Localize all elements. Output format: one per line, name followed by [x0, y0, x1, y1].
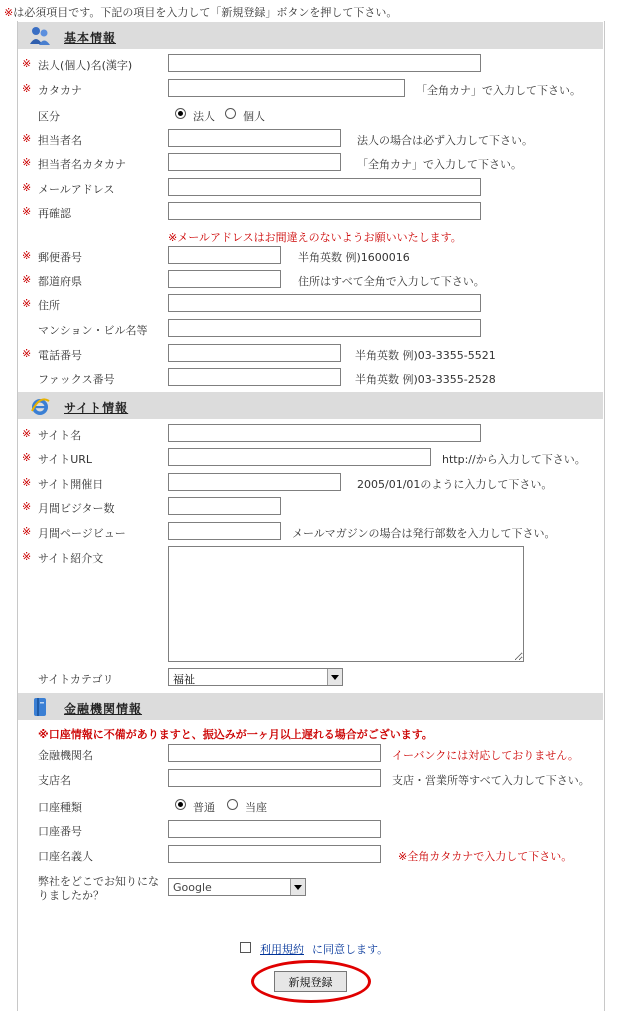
- row-category: [18, 667, 603, 689]
- branch-hint: 支店・営業所等すべて入力して下さい。: [392, 774, 590, 787]
- row-bank-name: [18, 743, 603, 765]
- row-contact-kana: [18, 152, 603, 174]
- ie-globe-icon: [29, 395, 51, 417]
- referral-select[interactable]: [168, 878, 306, 896]
- required-mark: ※: [22, 550, 32, 563]
- required-mark: ※: [22, 347, 32, 360]
- row-contact: [18, 128, 603, 150]
- category-select[interactable]: [168, 668, 343, 686]
- postal-label: 郵便番号: [38, 251, 82, 264]
- agreement-checkbox[interactable]: [240, 942, 251, 953]
- instruction-note: [4, 4, 397, 20]
- corp-name-label: 法人(個人)名(漢字): [38, 59, 133, 72]
- required-mark: ※: [22, 82, 32, 95]
- prefecture-hint: 住所はすべて全角で入力して下さい。: [298, 275, 485, 288]
- category-label: サイトカテゴリ: [38, 673, 114, 686]
- required-mark: ※: [22, 156, 32, 169]
- address-input[interactable]: [168, 294, 481, 312]
- account-holder-input[interactable]: [168, 845, 381, 863]
- postal-input[interactable]: [168, 246, 281, 264]
- account-number-input[interactable]: [168, 820, 381, 838]
- required-mark: ※: [22, 273, 32, 286]
- phone-input[interactable]: [168, 344, 341, 362]
- chevron-down-icon: [327, 669, 342, 685]
- bank-name-hint: イーバンクには対応しておりません。: [392, 749, 579, 762]
- site-start-input[interactable]: [168, 473, 341, 491]
- section-bank-header: [18, 693, 603, 720]
- pageviews-input[interactable]: [168, 522, 281, 540]
- division-radio-individual[interactable]: [225, 108, 236, 119]
- site-name-input[interactable]: [168, 424, 481, 442]
- division-option-corp: 法人: [193, 110, 215, 123]
- row-prefecture: [18, 269, 603, 291]
- account-type-option-current: 当座: [245, 801, 267, 814]
- contact-input[interactable]: [168, 129, 341, 147]
- fax-input[interactable]: [168, 368, 341, 386]
- division-option-individual: 個人: [243, 110, 265, 123]
- account-type-radio-current[interactable]: [227, 799, 238, 810]
- row-postal: [18, 245, 603, 267]
- row-site-start: [18, 472, 603, 494]
- section-site-title: サイト情報: [64, 401, 129, 415]
- required-mark: ※: [22, 427, 32, 440]
- required-mark: ※: [22, 451, 32, 464]
- email-warning: ※メールアドレスはお間違えのないようお願いいたします。: [168, 231, 462, 244]
- phone-hint: 半角英数 例)03-3355-5521: [355, 349, 496, 362]
- site-name-label: サイト名: [38, 429, 82, 442]
- building-input[interactable]: [168, 319, 481, 337]
- contact-label: 担当者名: [38, 134, 82, 147]
- division-label: 区分: [38, 110, 60, 123]
- contact-kana-label: 担当者名カタカナ: [38, 158, 126, 171]
- section-bank-title: 金融機関情報: [64, 702, 143, 716]
- account-holder-label: 口座名義人: [38, 850, 93, 863]
- pageviews-label: 月間ページビュー: [38, 527, 126, 540]
- required-mark: ※: [22, 205, 32, 218]
- instruction-text: は必須項目です。下記の項目を入力して「新規登録」ボタンを押して下さい。: [13, 6, 398, 19]
- row-visitors: [18, 496, 603, 518]
- row-referral: [18, 871, 603, 903]
- row-site-name: [18, 423, 603, 445]
- katakana-label: カタカナ: [38, 84, 82, 97]
- account-type-option-ordinary: 普通: [193, 801, 215, 814]
- account-type-radio-ordinary[interactable]: [175, 799, 186, 810]
- section-basic-title: 基本情報: [64, 31, 117, 45]
- row-account-number: [18, 819, 603, 841]
- row-pageviews: [18, 521, 603, 543]
- email-input[interactable]: [168, 178, 481, 196]
- fax-label: ファックス番号: [38, 373, 115, 386]
- site-url-hint: http://から入力して下さい。: [442, 453, 586, 466]
- row-katakana: [18, 78, 603, 100]
- account-holder-hint: ※全角カタカナで入力して下さい。: [398, 850, 573, 863]
- required-mark: ※: [22, 297, 32, 310]
- chevron-down-icon: [290, 879, 305, 895]
- required-mark: ※: [22, 249, 32, 262]
- site-url-label: サイトURL: [38, 453, 93, 466]
- email-confirm-input[interactable]: [168, 202, 481, 220]
- visitors-label: 月間ビジター数: [38, 502, 115, 515]
- category-selected-value: 福祉: [173, 673, 195, 686]
- terms-link[interactable]: 利用規約: [260, 943, 304, 956]
- building-label: マンション・ビル名等: [38, 324, 148, 337]
- pageviews-hint: メールマガジンの場合は発行部数を入力して下さい。: [292, 527, 556, 540]
- description-label: サイト紹介文: [38, 552, 104, 565]
- bank-name-input[interactable]: [168, 744, 381, 762]
- row-branch: [18, 768, 603, 790]
- referral-label-line2: りましたか？: [38, 889, 104, 902]
- required-mark: ※: [22, 57, 32, 70]
- required-mark: ※: [22, 181, 32, 194]
- users-icon: [29, 25, 51, 47]
- branch-label: 支店名: [38, 774, 71, 787]
- section-site-header: [18, 392, 603, 419]
- required-mark: ※: [22, 132, 32, 145]
- agreement-text: に同意します。: [312, 943, 389, 956]
- prefecture-label: 都道府県: [38, 275, 82, 288]
- book-icon: [29, 696, 51, 718]
- prefecture-input[interactable]: [168, 270, 281, 288]
- referral-selected-value: Google: [173, 881, 212, 894]
- contact-kana-input[interactable]: [168, 153, 341, 171]
- site-start-label: サイト開催日: [38, 478, 104, 491]
- account-number-label: 口座番号: [38, 825, 82, 838]
- visitors-input[interactable]: [168, 497, 281, 515]
- corp-name-input[interactable]: [168, 54, 481, 72]
- required-mark: ※: [4, 6, 14, 19]
- required-mark: ※: [22, 500, 32, 513]
- row-description: [18, 546, 603, 664]
- register-button[interactable]: 新規登録: [274, 971, 347, 992]
- row-building: [18, 318, 603, 340]
- address-label: 住所: [38, 299, 60, 312]
- row-account-holder: [18, 844, 603, 866]
- katakana-hint: 「全角カナ」で入力して下さい。: [416, 84, 581, 97]
- branch-input[interactable]: [168, 769, 381, 787]
- postal-hint: 半角英数 例)1600016: [298, 251, 410, 264]
- account-type-label: 口座種類: [38, 801, 82, 814]
- bank-warning: ※口座情報に不備がありますと、振込みが一ヶ月以上遅れる場合がございます。: [38, 728, 433, 741]
- site-start-hint: 2005/01/01のように入力して下さい。: [357, 478, 553, 491]
- section-basic-header: [18, 22, 603, 49]
- required-mark: ※: [22, 476, 32, 489]
- site-url-input[interactable]: [168, 448, 431, 466]
- email-label: メールアドレス: [38, 183, 115, 196]
- division-radio-corp[interactable]: [175, 108, 186, 119]
- email-confirm-label: 再確認: [38, 207, 71, 220]
- row-phone: [18, 343, 603, 365]
- row-email-confirm: [18, 201, 603, 223]
- required-mark: ※: [22, 525, 32, 538]
- row-division: [18, 104, 603, 126]
- referral-label-line1: 弊社をどこでお知りにな: [38, 875, 159, 888]
- bank-name-label: 金融機関名: [38, 749, 93, 762]
- phone-label: 電話番号: [38, 349, 82, 362]
- row-fax: [18, 367, 603, 389]
- row-email: [18, 177, 603, 199]
- row-corp-name: [18, 53, 603, 75]
- row-account-type: [18, 795, 603, 817]
- fax-hint: 半角英数 例)03-3355-2528: [355, 373, 496, 386]
- description-textarea[interactable]: [168, 546, 524, 662]
- contact-kana-hint: 「全角カナ」で入力して下さい。: [357, 158, 522, 171]
- katakana-input[interactable]: [168, 79, 405, 97]
- contact-hint: 法人の場合は必ず入力して下さい。: [357, 134, 533, 147]
- row-site-url: [18, 447, 603, 469]
- row-address: [18, 293, 603, 315]
